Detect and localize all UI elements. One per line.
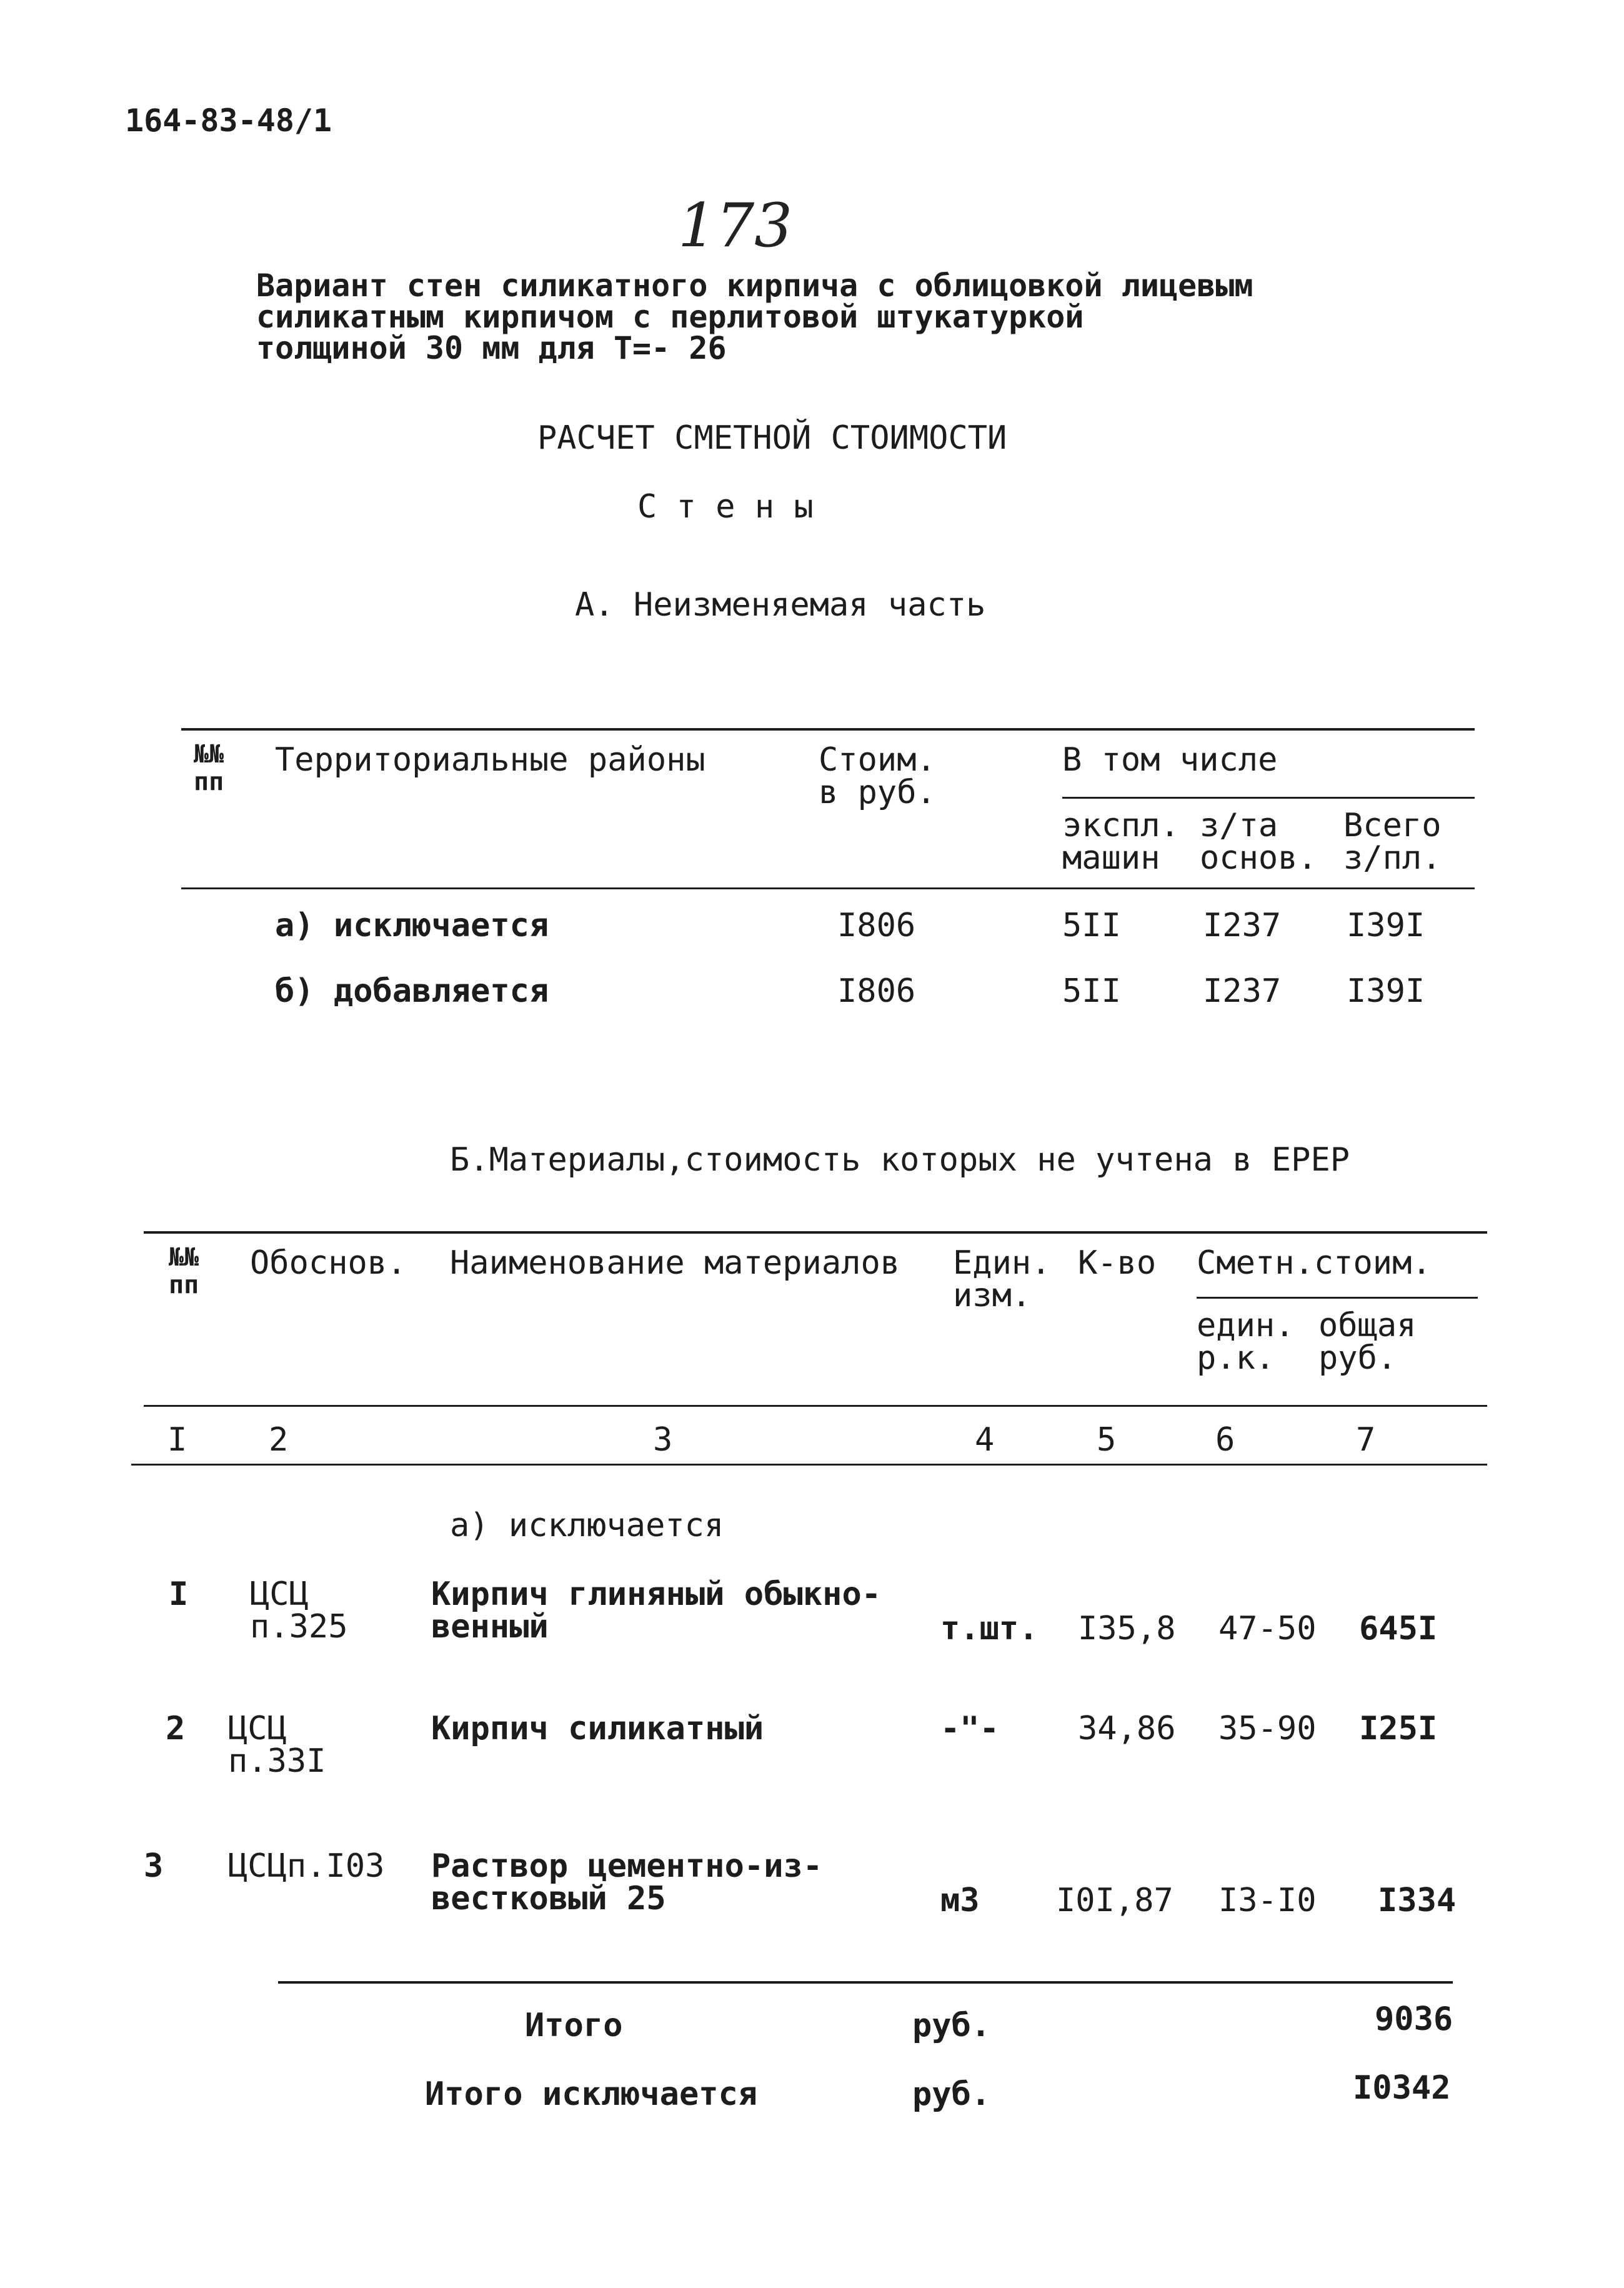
col-number: 4: [975, 1421, 995, 1459]
col-number: 7: [1356, 1421, 1376, 1459]
table-b-header-num: №№ пп: [169, 1243, 199, 1299]
section-b-heading: Б.Материалы,стоимость которых не учтена в ЕРЕР: [450, 1141, 1350, 1179]
intro-line: толщиной 30 мм для Т=- 26: [256, 330, 727, 366]
row-basis: [228, 1710, 326, 1780]
row-total-wage: I39I: [1347, 972, 1425, 1010]
row-name: [431, 1847, 823, 1917]
header-line: Всего: [1343, 807, 1442, 844]
table-b-colnum-rule: [131, 1464, 1487, 1466]
header-line: един.: [1197, 1307, 1295, 1344]
row-cost: I806: [837, 907, 916, 944]
intro-line: силикатным кирпичом с перлитовой штукатуркой: [256, 299, 1084, 335]
row-basis: [228, 1847, 385, 1885]
document-code: 164-83-48/1: [125, 102, 332, 139]
table-a-top-rule: [181, 728, 1475, 731]
row-unit-cost: 35-90: [1218, 1710, 1317, 1747]
row-qty: 34,86: [1078, 1710, 1176, 1747]
table-b-header-rule: [144, 1405, 1487, 1407]
table-b-header-est: Сметн.стоим.: [1197, 1244, 1432, 1282]
group-label: а) исключается: [450, 1507, 724, 1544]
table-b-subheader-rule: [1197, 1297, 1478, 1299]
header-line: машин: [1062, 839, 1160, 877]
total-unit: руб.: [912, 2007, 991, 2044]
basis-line: ЦСЦ: [228, 1710, 287, 1747]
row-qty: I35,8: [1078, 1610, 1176, 1647]
row-num: I: [169, 1576, 189, 1613]
header-line: изм.: [953, 1277, 1032, 1314]
name-line: вестковый 25: [431, 1880, 666, 1917]
row-total: I25I: [1359, 1710, 1438, 1747]
row-total: I334: [1378, 1882, 1457, 1919]
header-line: з/пл.: [1343, 839, 1442, 877]
row-unit-cost: I3-I0: [1218, 1882, 1317, 1919]
row-exploit: 5II: [1062, 907, 1121, 944]
col-number: 6: [1215, 1421, 1235, 1459]
table-b-top-rule: [144, 1231, 1487, 1234]
table-a-header-rule: [181, 887, 1475, 889]
header-line: з/та: [1200, 807, 1278, 844]
row-basis: [250, 1576, 348, 1646]
table-a-header-cost: [819, 741, 936, 811]
row-cost: I806: [837, 972, 916, 1010]
table-b-header-basis: Обоснов.: [250, 1244, 407, 1282]
row-qty: I0I,87: [1056, 1882, 1173, 1919]
row-unit: т.шт.: [940, 1610, 1039, 1647]
row-total: 645I: [1359, 1610, 1438, 1647]
total-label: Итого: [525, 2007, 623, 2044]
total-value: 9036: [1375, 2001, 1453, 2038]
total-unit: руб.: [912, 2076, 991, 2113]
header-line: в руб.: [819, 774, 936, 811]
table-b-header-qty: К-во: [1078, 1244, 1157, 1282]
basis-line: ЦСЦп.I03: [228, 1847, 385, 1885]
table-b-header-name: Наименование материалов: [450, 1244, 900, 1282]
col-number: 2: [269, 1421, 289, 1459]
row-exploit: 5II: [1062, 972, 1121, 1010]
name-line: Раствор цементно-из-: [431, 1847, 823, 1885]
header-line: р.к.: [1197, 1339, 1275, 1377]
col-number: 3: [653, 1421, 673, 1459]
row-unit: -"-: [940, 1710, 999, 1747]
table-a-header-wage: [1200, 807, 1317, 877]
row-unit-cost: 47-50: [1218, 1610, 1317, 1647]
row-num: 3: [144, 1847, 164, 1885]
table-b-header-unit: [953, 1244, 1051, 1314]
table-a-header-district: Территориальные районы: [275, 741, 705, 779]
table-a-header-num: №№ пп: [194, 740, 224, 796]
basis-line: ЦСЦ: [250, 1576, 309, 1613]
table-a-subheader-rule: [1062, 797, 1475, 799]
table-b-header-unit-cost: [1197, 1307, 1295, 1377]
table-a-header-exploit: [1062, 807, 1180, 877]
basis-line: п.325: [250, 1608, 348, 1646]
row-unit: м3: [940, 1882, 980, 1919]
basis-line: п.33I: [228, 1742, 326, 1780]
page-number: 173: [678, 191, 793, 261]
row-wage: I237: [1203, 907, 1282, 944]
name-line: Кирпич силикатный: [431, 1710, 764, 1747]
col-number: I: [167, 1421, 187, 1459]
row-wage: I237: [1203, 972, 1282, 1010]
table-a-header-incl: В том числе: [1062, 741, 1278, 779]
header-line: экспл.: [1062, 807, 1180, 844]
row-name: [431, 1576, 882, 1646]
header-line: Един.: [953, 1244, 1051, 1282]
name-line: венный: [431, 1608, 549, 1646]
total-label: Итого исключается: [425, 2076, 758, 2113]
document-subtitle: С т е н ы: [637, 488, 814, 526]
row-num: 2: [166, 1710, 186, 1747]
table-a-header-total-wage: [1343, 807, 1442, 877]
intro-line: Вариант стен силикатного кирпича с облицовкой лицевым: [256, 267, 1253, 304]
header-line: основ.: [1200, 839, 1317, 877]
name-line: Кирпич глиняный обыкно-: [431, 1576, 882, 1613]
document-title: РАСЧЕТ СМЕТНОЙ СТОИМОСТИ: [537, 419, 1007, 457]
total-value: I0342: [1353, 2069, 1451, 2107]
totals-rule: [278, 1981, 1453, 1984]
row-name: [431, 1712, 764, 1745]
col-number: 5: [1097, 1421, 1117, 1459]
section-a-heading: А. Неизменяемая часть: [575, 586, 986, 624]
row-label: а) исключается: [275, 907, 549, 944]
header-line: Стоим.: [819, 741, 936, 779]
row-label: б) добавляется: [275, 972, 549, 1010]
row-total-wage: I39I: [1347, 907, 1425, 944]
header-line: общая: [1318, 1307, 1417, 1344]
header-line: руб.: [1318, 1339, 1397, 1377]
table-b-header-total: [1318, 1307, 1417, 1377]
intro-paragraph: [256, 267, 1253, 366]
